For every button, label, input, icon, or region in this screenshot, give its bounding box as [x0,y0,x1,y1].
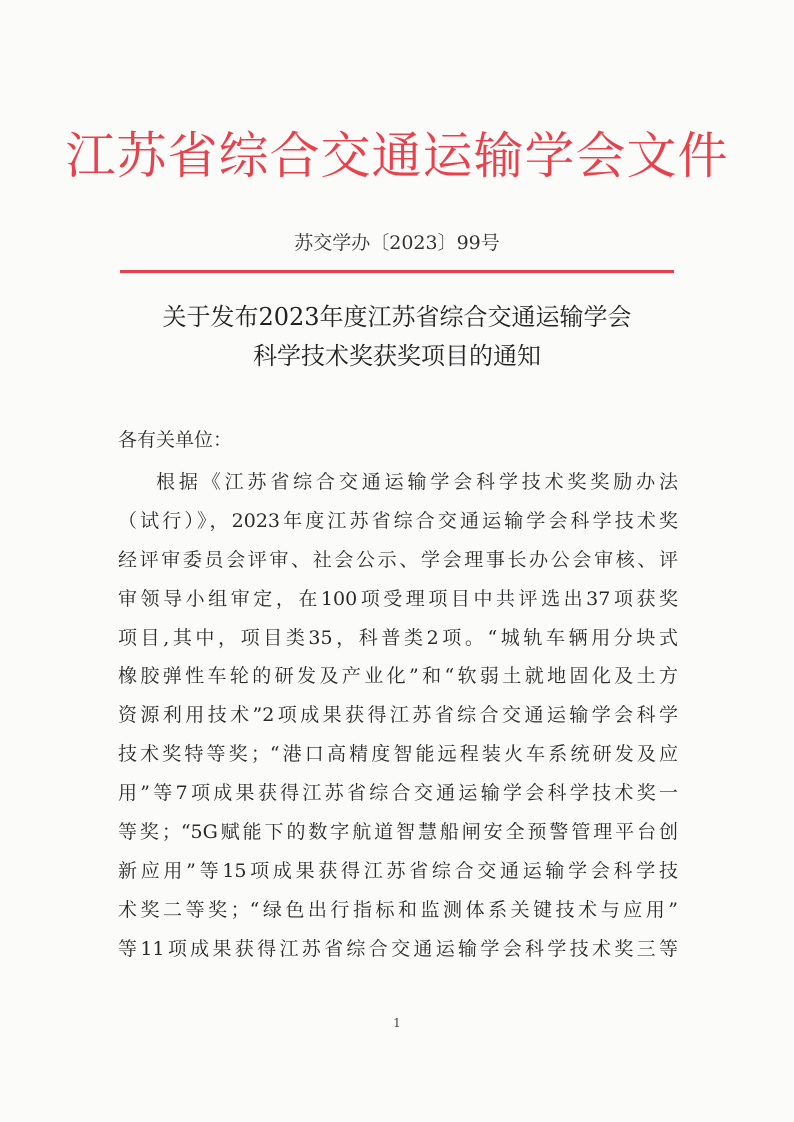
document-number: 苏交学办〔2023〕99号 [294,232,500,254]
salutation: 各有关单位： [118,429,233,451]
notice-title [0,298,794,376]
body-line: （试行）》，2023年度江苏省综合交通运输学会科学技术奖 [118,509,678,532]
body-text [118,463,678,969]
body-line: 审领导小组审定，在100项受理项目中共评选出37项获奖 [118,587,678,610]
org-document-header: 江苏省综合交通运输学会文件 [65,127,729,185]
body-line: 用”等7项成果获得江苏省综合交通运输学会科学技术奖一 [118,782,678,805]
notice-title-line-2: 科学技术奖获奖项目的通知 [253,342,541,370]
body-line: 资源利用技术”2项成果获得江苏省综合交通运输学会科学 [118,704,678,727]
body-line: 等奖；“5G赋能下的数字航道智慧船闸安全预警管理平台创 [118,821,678,844]
body-line: 新应用”等15项成果获得江苏省综合交通运输学会科学技 [118,859,678,882]
body-line: 经评审委员会评审、社会公示、学会理事长办公会审核、评 [118,548,678,571]
notice-title-line-1: 关于发布2023年度江苏省综合交通运输学会 [162,303,632,331]
body-line: 根据《江苏省综合交通运输学会科学技术奖奖励办法 [156,471,678,493]
body-line: 项目,其中，项目类35，科普类2项。“城轨车辆用分块式 [118,626,678,649]
page-number: 1 [393,1016,401,1030]
body-line: 橡胶弹性车轮的研发及产业化”和“软弱土就地固化及土方 [118,665,678,688]
body-line: 术奖二等奖；“绿色出行指标和监测体系关键技术与应用” [118,898,678,921]
body-line: 技术奖特等奖；“港口高精度智能远程装火车系统研发及应 [118,743,678,766]
body-line: 等11项成果获得江苏省综合交通运输学会科学技术奖三等 [118,937,678,960]
red-divider-line [120,270,674,273]
